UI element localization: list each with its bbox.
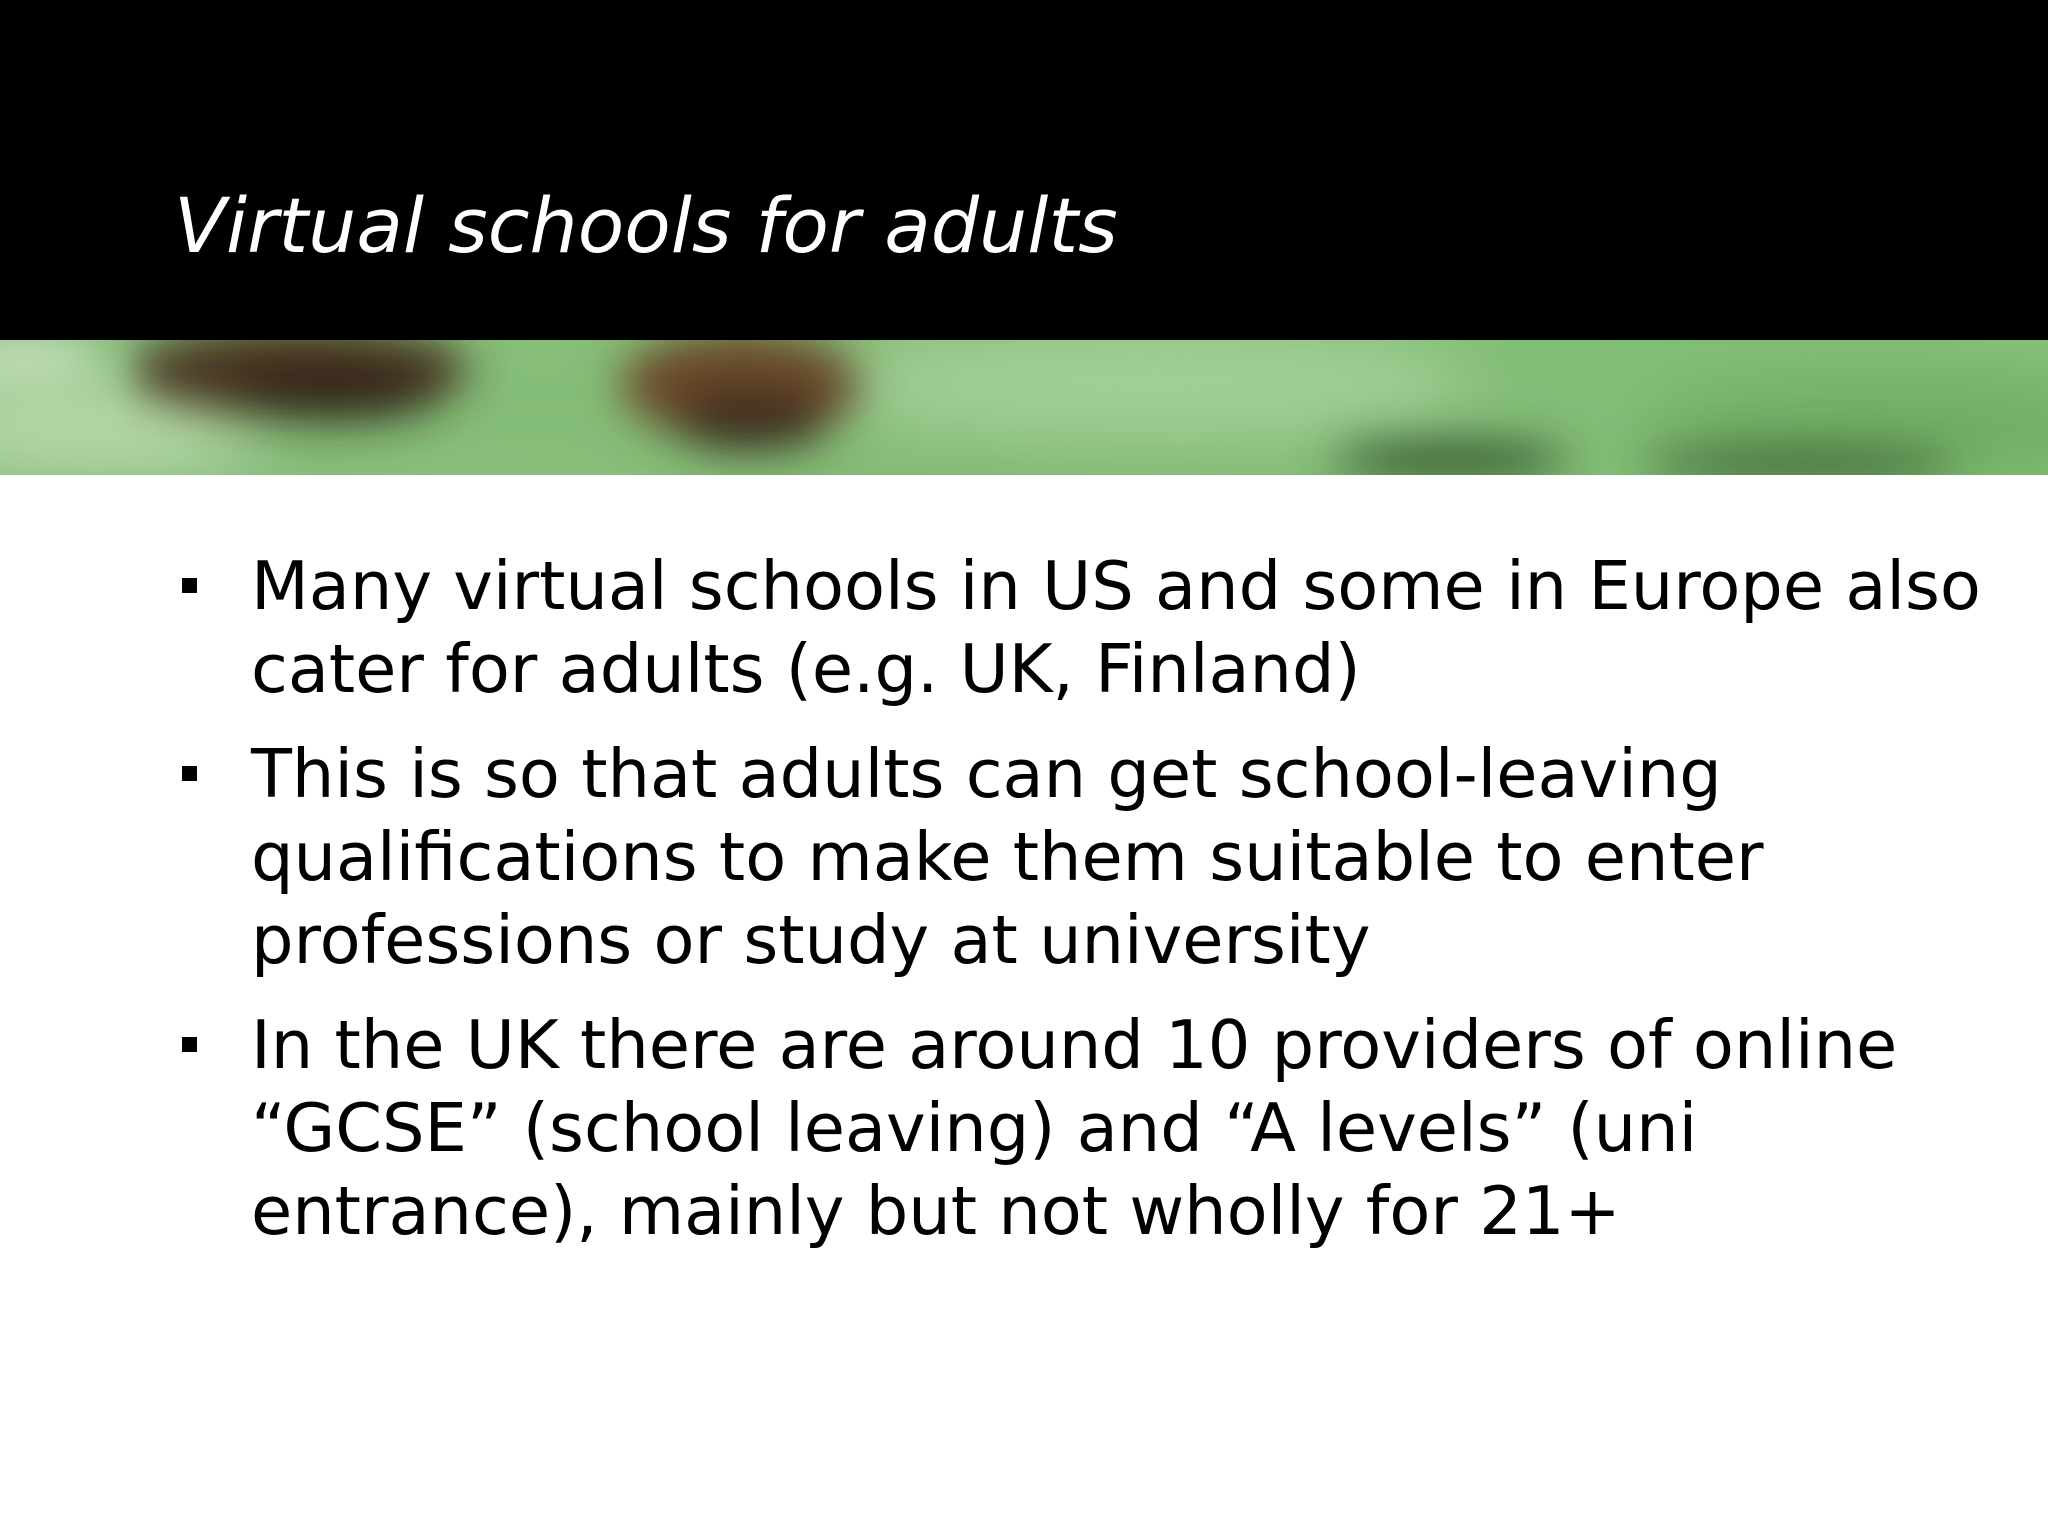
bullet-item (0, 545, 2048, 711)
title-bar (0, 0, 2048, 340)
bullet-item (0, 1004, 2048, 1253)
bullet-text: This is so that adults can get school-leaving qualifications to make them suitable to enter professions or study at university (251, 735, 1764, 979)
blurred-photo-strip (0, 340, 2048, 475)
slide-title: Virtual schools for adults (174, 181, 1118, 270)
decorative-banner-image (0, 340, 2048, 475)
square-bullet-icon (182, 1037, 197, 1052)
square-bullet-icon (182, 766, 197, 781)
square-bullet-icon (182, 578, 197, 593)
bullet-list (0, 545, 2048, 1275)
bullet-item (0, 733, 2048, 982)
bullet-text: In the UK there are around 10 providers of online “GCSE” (school leaving) and “A levels” (uni entrance), mainly but not wholly for 21+ (251, 1006, 1898, 1250)
slide-body (0, 475, 2048, 1536)
bullet-text: Many virtual schools in US and some in Europe also cater for adults (e.g. UK, Finland) (251, 547, 1981, 708)
